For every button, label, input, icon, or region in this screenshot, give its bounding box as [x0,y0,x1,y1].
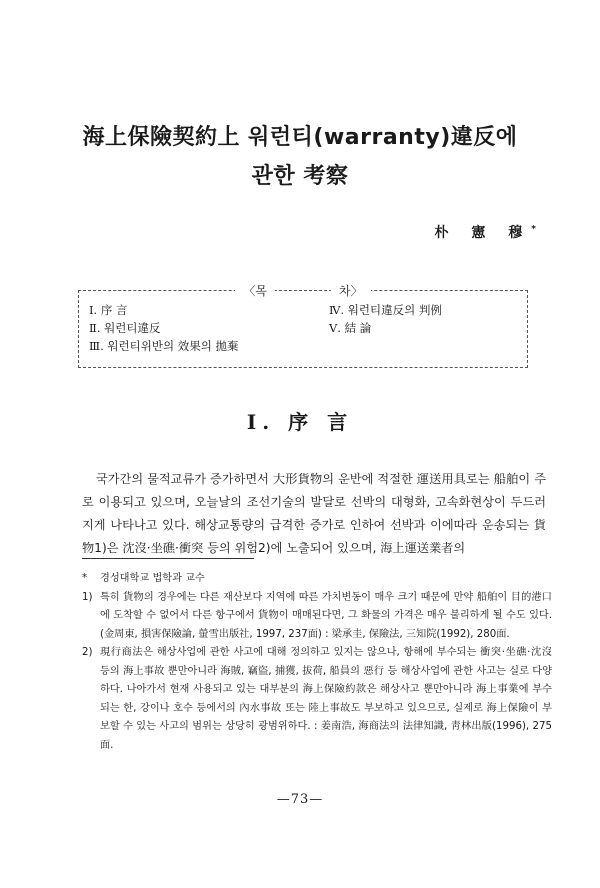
author-name: 朴 憲 穆 [434,225,532,241]
footnote-mark: * [82,573,88,584]
toc-left-column [89,301,238,355]
toc-item: Ⅰ. 序 言 [89,303,128,317]
toc-heading-left: 〈목 [235,284,275,298]
footnote-mark: 2) [82,647,93,658]
footnote-divider [82,558,254,559]
footnote-mark: 1) [82,591,93,603]
toc-item: Ⅳ. 워런티違反의 判例 [329,303,442,317]
paper-title-line-1: 海上保險契約上 워런티(warranty)違反에 [82,125,518,150]
body-paragraph: 국가간의 물적교류가 증가하면서 大形貨物의 운반에 적절한 運送用具로는 船舶이 주로 이용되고 있으며, 오늘날의 조선기술의 발달로 선박의 대형화, 고속화현상이 두드러지게 나타나고 있다. 해상교통량의 급격한 증가로 인하여 선박과 이에따라 운송되는 貨物1)은 沈沒·坐礁·衝突 등의 위험2)에 노출되어 있으며, 海上運送業者의 [82,472,546,555]
footnote [82,589,552,645]
toc-item: Ⅱ. 워런티違反 [89,321,161,335]
toc-right-column [329,301,442,337]
page-number: —73— [276,792,324,807]
toc-item: Ⅴ. 結 論 [329,321,372,335]
author [435,222,536,242]
footnote [82,644,552,755]
toc-heading [79,282,527,299]
table-of-contents [78,284,528,368]
footnote-text: 특히 貨物의 경우에는 다른 재산보다 지역에 따른 가치변동이 매우 크기 때문에 만약 船舶이 目的港口에 도착할 수 없어서 다른 항구에서 貨物이 매매된다면, 그 화물의 가격은 매우 불리하게 될 수도 있다.(金周東, 損害保險論, 螢雪出版社, 1997, 237面) : 梁承圭, 保險法, 三知院(1992), 280面. [100,591,552,640]
toc-heading-right: 차〉 [331,284,371,298]
section-heading: Ⅰ. 序 言 [246,410,354,434]
paper-title-line-2: 관한 考察 [251,164,349,189]
author-footnote-mark: * [531,224,536,235]
footnote-text: 경성대학교 법학과 교수 [100,573,205,584]
footnotes [82,570,552,755]
footnote-text: 現行商法은 해상사업에 관한 사고에 대해 정의하고 있지는 않으나, 항해에 부수되는 衝突·坐礁·沈沒 등의 海上事故 뿐만아니라 海賊, 竊盜, 捕獲, 拔荷, 船員의 惡行 등 해상사업에 관한 사고는 실로 다양하다. 나아가서 현재 사용되고 있는 대부분의 海上保險約款은 해상사고 뿐만아니라 海上事業에 부수되는 한, 강이나 호수 등에서의 內水事故 또는 陸上事故도 부보하고 있으므로, 실제로 海上保險이 부보할 수 있는 사고의 범위는 상당히 광범위하다. : 姜南浩, 海商法의 法律知識, 靑林出版(1996), 275面. [100,647,552,751]
footnote [82,570,552,589]
toc-item: Ⅲ. 워런티위반의 效果의 拋棄 [89,339,239,353]
